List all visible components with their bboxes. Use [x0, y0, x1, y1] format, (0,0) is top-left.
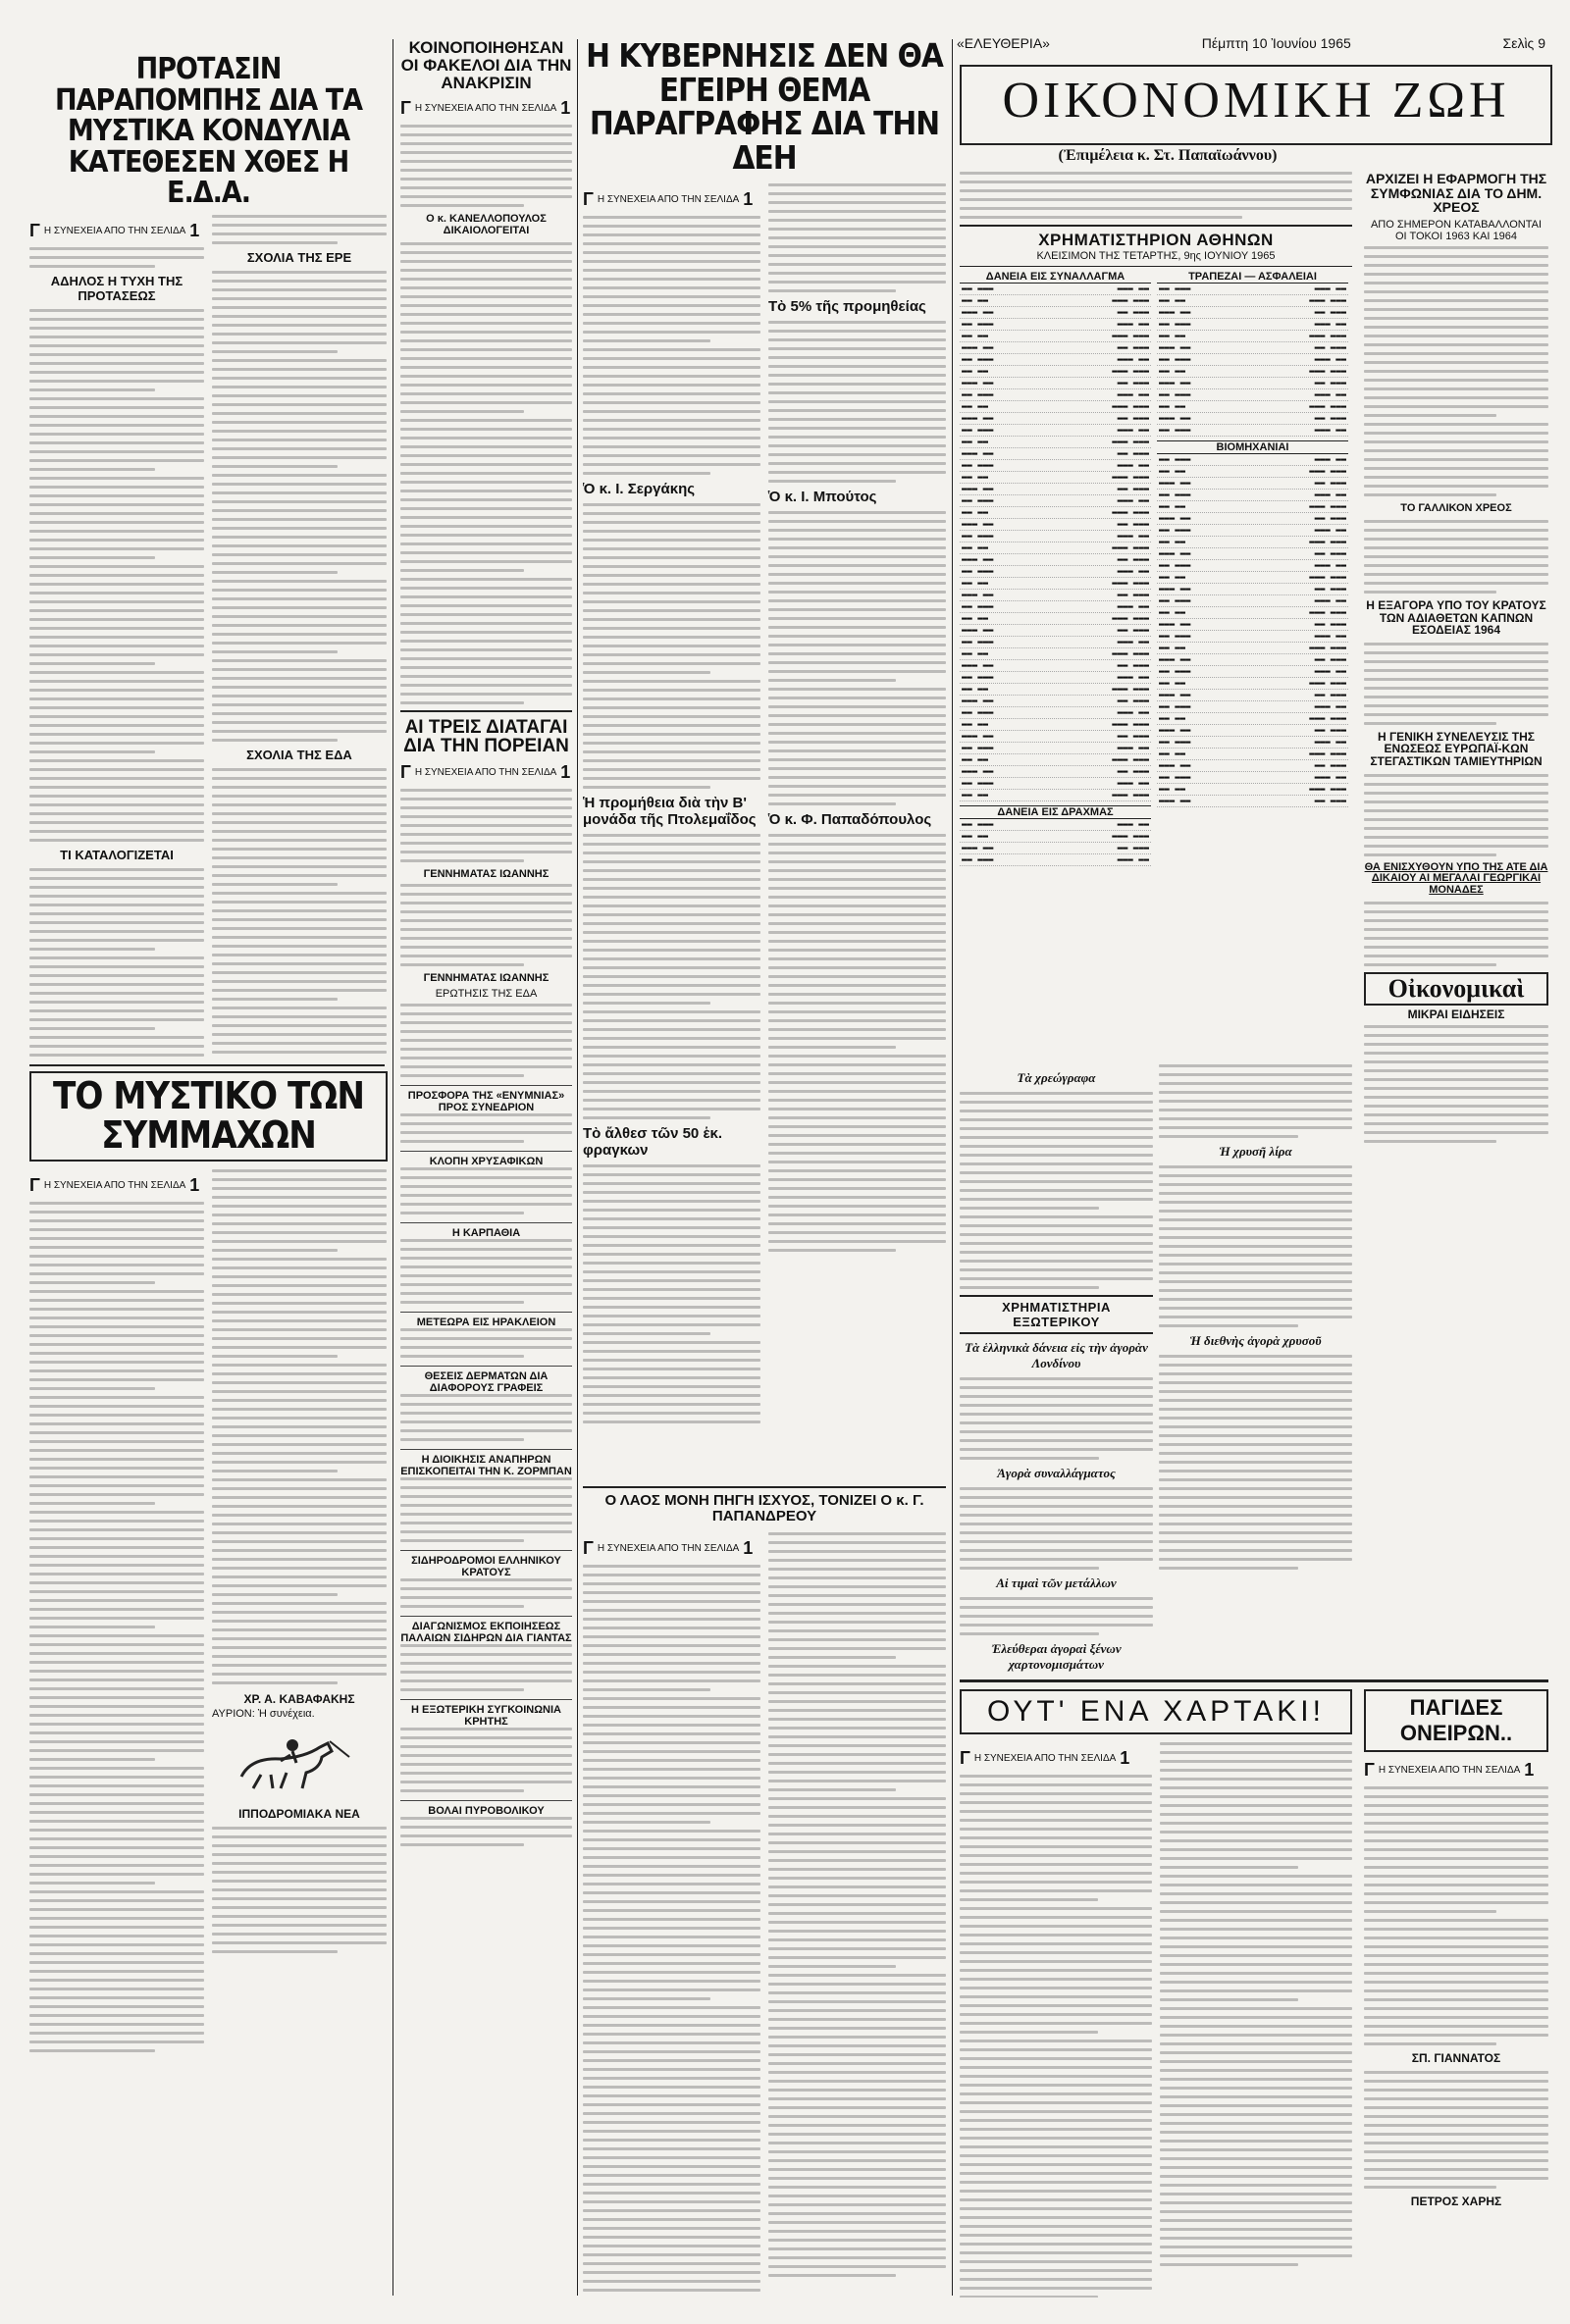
article-allies-secret — [29, 1071, 388, 2298]
body-right — [1160, 1742, 1352, 2298]
side-heading: Η ΓΕΝΙΚΗ ΣΥΝΕΛΕΥΣΙΣ ΤΗΣ ΕΝΩΣΕΩΣ ΕΥΡΩΠΑΪ-ΚΩΝ ΣΤΕΓΑΣΤΙΚΩΝ ΤΑΜΙΕΥΤΗΡΙΩΝ — [1370, 729, 1543, 769]
article-papandreou — [583, 1493, 946, 2298]
article-secret-funds — [29, 54, 388, 1059]
stock-exchange — [960, 172, 1352, 1055]
article-not-a-paper — [960, 1689, 1352, 2298]
side-body — [1364, 520, 1548, 594]
notice-item — [400, 1449, 572, 1542]
notice-title: ΜΕΤΕΩΡΑ ΕΙΣ ΗΡΑΚΛΕΙΟΝ — [400, 1312, 572, 1328]
notice-item — [400, 1699, 572, 1792]
headline-dei: Η ΚΥΒΕΡΝΗΣΙΣ ΔΕΝ ΘΑ ΕΓΕΙΡΗ ΘΕΜΑ ΠΑΡΑΓΡΑΦΗΣ ΔΙΑ ΤΗΝ ΔΕΗ — [586, 39, 943, 177]
stock-rows: ▬▬ ▬▬▬ ▬▬▬ ▬▬ ▬▬ ▬▬ ▬▬▬ ▬▬▬ ▬▬▬ ▬▬ ▬▬ ▬▬▬ ▬▬ ▬▬▬ ▬▬▬ ▬▬ — [962, 819, 1149, 864]
stock-table-left — [960, 271, 1151, 866]
continued-label: Γ Η ΣΥΝΕΧΕΙΑ ΑΠΟ ΤΗΝ ΣΕΛΙΔΑ 1 — [400, 97, 571, 118]
subheading: Ὁ κ. Ι. Μπούτος — [768, 488, 877, 505]
economic-markets — [960, 1064, 1352, 1673]
table-header: ΔΑΝΕΙΑ ΕΙΣ ΣΥΝΑΛΛΑΓΜΑ — [960, 271, 1151, 284]
section-title: Τὰ ἑλληνικὰ δάνεια εἰς τὴν ἀγορὰν Λονδίνου — [965, 1340, 1148, 1370]
signature: ΓΕΝΝΗΜΑΤΑΣ ΙΩΑΝΝΗΣ — [423, 972, 550, 985]
notices-list — [400, 1085, 572, 1846]
side-heading: Η ΕΞΑΓΟΡΑ ΥΠΟ ΤΟΥ ΚΡΑΤΟΥΣ ΤΩΝ ΑΔΙΑΘΕΤΩΝ ΚΑΠΝΩΝ ΕΣΟΔΕΙΑΣ 1964 — [1366, 598, 1546, 638]
body-text — [1364, 1786, 1548, 2208]
notice-title: Η ΕΞΩΤΕΡΙΚΗ ΣΥΓΚΟΙΝΩΝΙΑ ΚΡΗΤΗΣ — [400, 1699, 572, 1728]
notice-title: ΚΛΟΠΗ ΧΡΥΣΑΦΙΚΩΝ — [400, 1151, 572, 1167]
paper-name: «ΕΛΕΥΘΕΡΙΑ» — [957, 35, 1050, 51]
subheading: Τὸ 5% τῆς προμηθείας — [768, 297, 926, 315]
signature: ΓΕΝΝΗΜΑΤΑΣ ΙΩΑΝΝΗΣ — [423, 868, 550, 881]
headline-orders: ΑΙ ΤΡΕΙΣ ΔΙΑΤΑΓΑΙ ΔΙΑ ΤΗΝ ΠΟΡΕΙΑΝ — [403, 716, 569, 757]
subheading: ΣΧΟΛΙΑ ΤΗΣ ΕΔΑ — [246, 747, 352, 762]
continued-label: Γ Η ΣΥΝΕΧΕΙΑ ΑΠΟ ΤΗΝ ΣΕΛΙΔΑ 1 — [29, 220, 200, 240]
news-title: Οἰκονομικαὶ — [1364, 972, 1548, 1006]
subheading: Τὸ ἄλθεσ τῶν 50 ἑκ. φραγκων — [583, 1124, 723, 1159]
news-subtitle: ΜΙΚΡΑΙ ΕΙΔΗΣΕΙΣ — [1407, 1007, 1505, 1022]
side-heading: ΘΑ ΕΝΙΣΧΥΘΟΥΝ ΥΠΟ ΤΗΣ ΑΤΕ ΔΙΑ ΔΙΚΑΙΟΥ ΑΙ ΜΕΓΑΛΑΙ ΓΕΩΡΓΙΚΑΙ ΜΟΝΑΔΕΣ — [1364, 860, 1548, 896]
author: ΣΠ. ΓΙΑΝΝΑΤΟΣ — [1411, 2051, 1501, 2065]
headline-not-a-paper: ΟΥΤ' ΕΝΑ ΧΑΡΤΑΚΙ! — [960, 1689, 1352, 1734]
notice-item — [400, 1550, 572, 1608]
masthead — [957, 35, 1545, 57]
foreign-title: ΧΡΗΜΑΤΙΣΤΗΡΙΑ ΕΞΩΤΕΡΙΚΟΥ — [960, 1295, 1153, 1334]
subheading: ΕΡΩΤΗΣΙΣ ΤΗΣ ΕΔΑ — [435, 988, 538, 1001]
continued-label: Γ Η ΣΥΝΕΧΕΙΑ ΑΠΟ ΤΗΝ ΣΕΛΙΔΑ 1 — [29, 1174, 200, 1195]
economic-banner — [960, 65, 1552, 145]
notice-item — [400, 1800, 572, 1846]
divider — [583, 1486, 946, 1488]
section-title: Ἡ χρυσῆ λίρα — [1219, 1144, 1292, 1159]
table-header: ΒΙΟΜΗΧΑΝΙΑΙ — [1157, 440, 1348, 454]
notice-title: ΒΟΛΑΙ ΠΥΡΟΒΟΛΙΚΟΥ — [400, 1800, 572, 1817]
subheading: Ὁ κ. Φ. Παπαδόπουλος — [768, 810, 932, 828]
table-header: ΔΑΝΕΙΑ ΕΙΣ ΔΡΑΧΜΑΣ — [960, 805, 1151, 819]
continued-label: Γ Η ΣΥΝΕΧΕΙΑ ΑΠΟ ΤΗΝ ΣΕΛΙΔΑ 1 — [400, 762, 571, 783]
headline-files: ΚΟΙΝΟΠΟΙΗΘΗΣΑΝ ΟΙ ΦΑΚΕΛΟΙ ΔΙΑ ΤΗΝ ΑΝΑΚΡΙΣΙΝ — [400, 39, 572, 92]
notice-item — [400, 1312, 572, 1358]
body-right — [768, 183, 946, 1429]
intro-text — [960, 172, 1352, 219]
stock-rows: ▬▬ ▬▬▬ ▬▬▬ ▬▬ ▬▬ ▬▬ ▬▬▬ ▬▬▬ ▬▬▬ ▬▬ ▬▬ ▬▬▬ ▬▬ ▬▬▬ ▬▬▬ ▬▬ ▬▬ ▬▬ ▬▬▬ ▬▬▬ ▬▬▬ ▬▬ ▬▬ ▬▬▬ ▬▬ ▬▬▬ ▬▬▬ ▬▬ ▬▬ ▬▬ ▬▬▬ ▬▬▬ ▬▬▬ ▬▬ ▬▬ ▬▬▬ ▬▬ ▬▬▬ ▬▬▬ ▬▬ ▬▬ ▬▬ ▬▬▬ ▬▬▬ ▬▬▬ ▬▬ ▬▬ ▬▬▬ ▬▬ ▬▬▬ ▬▬▬ ▬▬ — [1159, 284, 1346, 435]
section-title: Αἱ τιμαὶ τῶν μετάλλων — [996, 1575, 1117, 1590]
stock-header — [960, 225, 1352, 267]
body-text — [400, 125, 572, 704]
economic-side — [1364, 172, 1548, 1673]
notice-title: Η ΚΑΡΠΑΘΙΑ — [400, 1222, 572, 1239]
stock-subtitle: ΚΛΕΙΣΙΜΟΝ ΤΗΣ ΤΕΤΑΡΤΗΣ, 9ης ΙΟΥΝΙΟΥ 1965 — [1036, 250, 1276, 262]
body-left — [29, 1169, 204, 2058]
continued-label: Γ Η ΣΥΝΕΧΕΙΑ ΑΠΟ ΤΗΝ ΣΕΛΙΔΑ 1 — [960, 1748, 1130, 1768]
economic-editor: (Ἐπιμέλεια κ. Στ. Παπαϊωάννου) — [1058, 147, 1278, 164]
subheading: ΤΙ ΚΑΤΑΛΟΓΙΖΕΤΑΙ — [60, 847, 174, 862]
side-headline: ΑΡΧΙΖΕΙ Η ΕΦΑΡΜΟΓΗ ΤΗΣ ΣΥΜΦΩΝΙΑΣ ΔΙΑ ΤΟ ΔΗΜ. ΧΡΕΟΣ — [1365, 172, 1547, 216]
notice-item — [400, 1151, 572, 1214]
side-heading: ΤΟ ΓΑΛΛΙΚΟΝ ΧΡΕΟΣ — [1400, 502, 1512, 515]
subheading: Ὁ κ. Ι. Σεργάκης — [583, 480, 696, 497]
notice-title: Η ΔΙΟΙΚΗΣΙΣ ΑΝΑΠΗΡΩΝ ΕΠΙΣΚΟΠΕΙΤΑΙ ΤΗΝ Κ. ΖΟΡΜΠΑΝ — [400, 1449, 572, 1477]
tomorrow-note: ΑΥΡΙΟΝ: Ἡ συνέχεια. — [212, 1707, 315, 1720]
subheading: Ἡ προμήθεια διὰ τὴν Β' μονάδα τῆς Πτολεμαΐδος — [583, 794, 757, 828]
column-rule — [577, 39, 578, 2296]
column-rule — [392, 39, 393, 2296]
page-number: Σελὶς 9 — [1502, 35, 1545, 51]
horse-rider-illustration — [212, 1728, 387, 1796]
headline-dream-traps: ΠΑΓΙΔΕΣ ΟΝΕΙΡΩΝ.. — [1364, 1689, 1548, 1752]
table-header: ΤΡΑΠΕΖΑΙ — ΑΣΦΑΛΕΙΑΙ — [1157, 271, 1348, 284]
page-date: Πέμπτη 10 Ἰουνίου 1965 — [1201, 35, 1351, 51]
body-right — [212, 1169, 387, 2058]
notice-title: ΣΙΔΗΡΟΔΡΟΜΟΙ ΕΛΛΗΝΙΚΟΥ ΚΡΑΤΟΥΣ — [400, 1550, 572, 1578]
continued-label: Γ Η ΣΥΝΕΧΕΙΑ ΑΠΟ ΤΗΝ ΣΕΛΙΔΑ 1 — [1364, 1760, 1535, 1780]
article-dream-traps — [1364, 1689, 1548, 2298]
column-rule — [952, 39, 953, 2296]
section-title: Ἐλεύθεραι ἀγοραὶ ξένων χαρτονομισμάτων — [991, 1641, 1122, 1672]
side-body — [1364, 774, 1548, 856]
author: ΧΡ. Α. ΚΑΒΑΦΑΚΗΣ — [243, 1691, 355, 1706]
body-right — [768, 1532, 946, 2298]
notice-item — [400, 1366, 572, 1441]
markets-left — [960, 1064, 1153, 1673]
divider — [29, 1064, 385, 1066]
headline-papandreou: Ο ΛΑΟΣ ΜΟΝΗ ΠΗΓΗ ΙΣΧΥΟΣ, ΤΟΝΙΖΕΙ Ο κ. Γ. ΠΑΠΑΝΔΡΕΟΥ — [604, 1493, 924, 1524]
headline-allies-secret: ΤΟ ΜΥΣΤΙΚΟ ΤΩΝ ΣΥΜΜΑΧΩΝ — [29, 1071, 388, 1162]
markets-right — [1159, 1064, 1352, 1673]
side-body — [1364, 902, 1548, 966]
body-left — [960, 1742, 1152, 2298]
divider — [400, 710, 572, 712]
side-body — [1364, 643, 1548, 725]
notice-item — [400, 1222, 572, 1304]
continued-label: Γ Η ΣΥΝΕΧΕΙΑ ΑΠΟ ΤΗΝ ΣΕΛΙΔΑ 1 — [583, 1537, 754, 1558]
body-right — [212, 215, 387, 1060]
notice-title: ΘΕΣΕΙΣ ΔΕΡΜΑΤΩΝ ΔΙΑ ΔΙΑΦΟΡΟΥΣ ΓΡΑΦΕΙΣ — [400, 1366, 572, 1394]
stock-title: ΧΡΗΜΑΤΙΣΤΗΡΙΟΝ ΑΘΗΝΩΝ — [1038, 231, 1274, 249]
side-body — [1364, 1025, 1548, 1143]
subheading: ΣΧΟΛΙΑ ΤΗΣ ΕΡΕ — [246, 249, 352, 265]
stock-rows: ▬▬ ▬▬▬ ▬▬▬ ▬▬ ▬▬ ▬▬ ▬▬▬ ▬▬▬ ▬▬▬ ▬▬ ▬▬ ▬▬▬ ▬▬ ▬▬▬ ▬▬▬ ▬▬ ▬▬ ▬▬ ▬▬▬ ▬▬▬ ▬▬▬ ▬▬ ▬▬ ▬▬▬ ▬▬ ▬▬▬ ▬▬▬ ▬▬ ▬▬ ▬▬ ▬▬▬ ▬▬▬ ▬▬▬ ▬▬ ▬▬ ▬▬▬ ▬▬ ▬▬▬ ▬▬▬ ▬▬ ▬▬ ▬▬ ▬▬▬ ▬▬▬ ▬▬▬ ▬▬ ▬▬ ▬▬▬ ▬▬ ▬▬▬ ▬▬▬ ▬▬ ▬▬ ▬▬ ▬▬▬ ▬▬▬ ▬▬▬ ▬▬ ▬▬ ▬▬▬ ▬▬ ▬▬▬ ▬▬▬ ▬▬ ▬▬ ▬▬ ▬▬▬ ▬▬▬ ▬▬▬ ▬▬ ▬▬ ▬▬▬ ▬▬ ▬▬▬ ▬▬▬ ▬▬ ▬▬ ▬▬ ▬▬▬ ▬▬▬ ▬▬▬ ▬▬ ▬▬ ▬▬▬ ▬▬ ▬▬▬ ▬▬▬ ▬▬ ▬▬ ▬▬ ▬▬▬ ▬▬▬ ▬▬▬ ▬▬ ▬▬ ▬▬▬ ▬▬ ▬▬▬ ▬▬▬ ▬▬ ▬▬ ▬▬ ▬▬▬ ▬▬▬ ▬▬▬ ▬▬ ▬▬ ▬▬▬ ▬▬ ▬▬▬ ▬▬▬ ▬▬ ▬▬ ▬▬ ▬▬▬ ▬▬▬ ▬▬▬ ▬▬ ▬▬ ▬▬▬ — [1159, 454, 1346, 805]
notice-item — [400, 1616, 572, 1691]
body-text — [400, 789, 572, 1077]
continued-label: Γ Η ΣΥΝΕΧΕΙΑ ΑΠΟ ΤΗΝ ΣΕΛΙΔΑ 1 — [583, 188, 754, 209]
notice-title: ΠΡΟΣΦΟΡΑ ΤΗΣ «ΕΝΥΜΝΙΑΣ» ΠΡΟΣ ΣΥΝΕΔΡΙΟΝ — [400, 1085, 572, 1113]
economic-title: ΟΙΚΟΝΟΜΙΚΗ ΖΩΗ — [1002, 73, 1510, 129]
section-title: Ἡ διεθνὴς ἀγορὰ χρυσοῦ — [1189, 1333, 1322, 1348]
subheading: Ο κ. ΚΑΝΕΛΛΟΠΟΥΛΟΣ ΔΙΚΑΙΟΛΟΓΕΙΤΑΙ — [426, 212, 547, 236]
racing-title: ΙΠΠΟΔΡΟΜΙΑΚΑ ΝΕΑ — [238, 1806, 360, 1821]
section-title: Ἀγορὰ συναλλάγματος — [997, 1466, 1116, 1480]
stock-table-right — [1157, 271, 1348, 866]
notice-item — [400, 1085, 572, 1143]
notice-title: ΔΙΑΓΩΝΙΣΜΟΣ ΕΚΠΟΙΗΣΕΩΣ ΠΑΛΑΙΩΝ ΣΙΔΗΡΩΝ ΔΙΑ ΓΙΑΝΤΑΣ — [400, 1616, 572, 1644]
article-files — [400, 39, 572, 2296]
article-dei — [583, 39, 946, 1481]
stock-rows: ▬▬ ▬▬▬ ▬▬▬ ▬▬ ▬▬ ▬▬ ▬▬▬ ▬▬▬ ▬▬▬ ▬▬ ▬▬ ▬▬▬ ▬▬ ▬▬▬ ▬▬▬ ▬▬ ▬▬ ▬▬ ▬▬▬ ▬▬▬ ▬▬▬ ▬▬ ▬▬ ▬▬▬ ▬▬ ▬▬▬ ▬▬▬ ▬▬ ▬▬ ▬▬ ▬▬▬ ▬▬▬ ▬▬▬ ▬▬ ▬▬ ▬▬▬ ▬▬ ▬▬▬ ▬▬▬ ▬▬ ▬▬ ▬▬ ▬▬▬ ▬▬▬ ▬▬▬ ▬▬ ▬▬ ▬▬▬ ▬▬ ▬▬▬ ▬▬▬ ▬▬ ▬▬ ▬▬ ▬▬▬ ▬▬▬ ▬▬▬ ▬▬ ▬▬ ▬▬▬ ▬▬ ▬▬▬ ▬▬▬ ▬▬ ▬▬ ▬▬ ▬▬▬ ▬▬▬ ▬▬▬ ▬▬ ▬▬ ▬▬▬ ▬▬ ▬▬▬ ▬▬▬ ▬▬ ▬▬ ▬▬ ▬▬▬ ▬▬▬ ▬▬▬ ▬▬ ▬▬ ▬▬▬ ▬▬ ▬▬▬ ▬▬▬ ▬▬ ▬▬ ▬▬ ▬▬▬ ▬▬▬ ▬▬▬ ▬▬ ▬▬ ▬▬▬ ▬▬ ▬▬▬ ▬▬▬ ▬▬ ▬▬ ▬▬ ▬▬▬ ▬▬▬ ▬▬▬ ▬▬ ▬▬ ▬▬▬ ▬▬ ▬▬▬ ▬▬▬ ▬▬ ▬▬ ▬▬ ▬▬▬ ▬▬▬ ▬▬▬ ▬▬ ▬▬ ▬▬▬ ▬▬ ▬▬▬ ▬▬▬ ▬▬ ▬▬ ▬▬ ▬▬▬ ▬▬▬ ▬▬▬ ▬▬ ▬▬ ▬▬▬ ▬▬ ▬▬▬ ▬▬▬ ▬▬ ▬▬ ▬▬ ▬▬▬ ▬▬▬ ▬▬▬ ▬▬ ▬▬ ▬▬▬ ▬▬ ▬▬▬ ▬▬▬ ▬▬ ▬▬ ▬▬ ▬▬▬ ▬▬▬ ▬▬▬ ▬▬ ▬▬ ▬▬▬ ▬▬ ▬▬▬ ▬▬▬ ▬▬ ▬▬ ▬▬ ▬▬▬ ▬▬▬ ▬▬▬ ▬▬ ▬▬ ▬▬▬ ▬▬ ▬▬▬ ▬▬▬ ▬▬ ▬▬ ▬▬ ▬▬▬ ▬▬▬ — [962, 284, 1149, 800]
body-left — [29, 215, 204, 1060]
author: ΠΕΤΡΟΣ ΧΑΡΗΣ — [1410, 2195, 1502, 2208]
body-left — [583, 1532, 760, 2298]
side-subheadline: ΑΠΟ ΣΗΜΕΡΟΝ ΚΑΤΑΒΑΛΛΟΝΤΑΙ ΟΙ ΤΟΚΟΙ 1963 ΚΑΙ 1964 — [1370, 219, 1543, 243]
divider — [960, 1679, 1548, 1682]
side-body — [1364, 246, 1548, 496]
section-title: Τὰ χρεώγραφα — [1017, 1070, 1096, 1085]
subheading: ΑΔΗΛΟΣ Η ΤΥΧΗ ΤΗΣ ΠΡΟΤΑΣΕΩΣ — [50, 273, 183, 303]
headline-secret-funds: ΠΡΟΤΑΣΙΝ ΠΑΡΑΠΟΜΠΗΣ ΔΙΑ ΤΑ ΜΥΣΤΙΚΑ ΚΟΝΔΥΛΙΑ ΚΑΤΕΘΕΣΕΝ ΧΘΕΣ Η Ε.Δ.Α. — [54, 54, 363, 210]
body-left — [583, 183, 760, 1429]
